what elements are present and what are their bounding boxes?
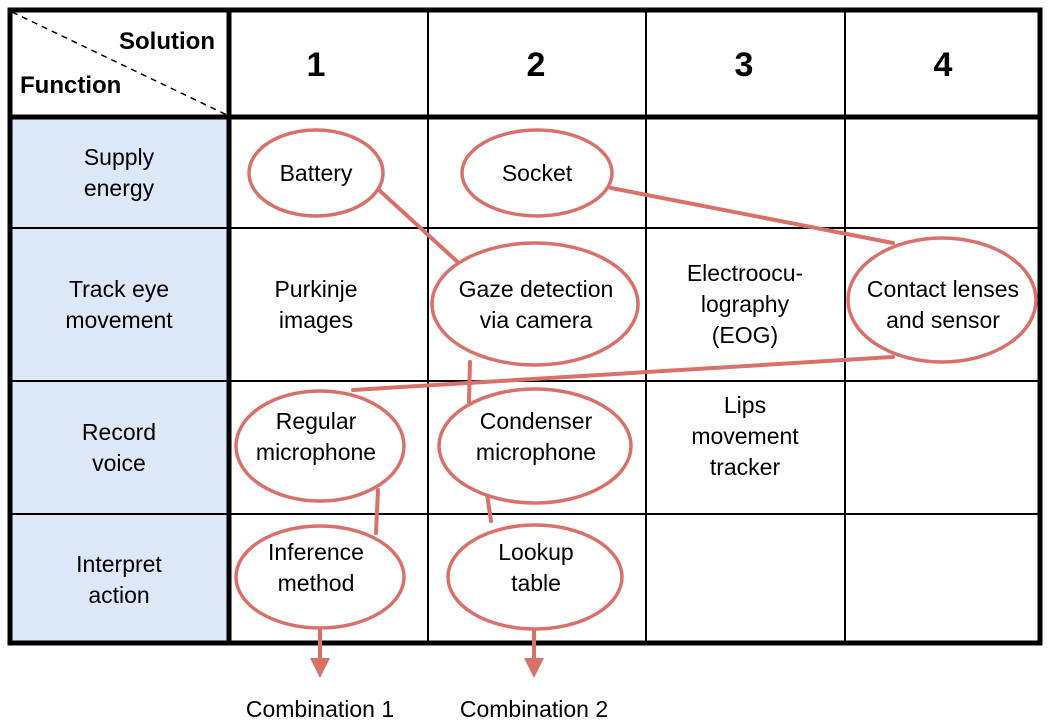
combination-1-arrowhead (310, 658, 330, 678)
cell-battery: Battery (279, 160, 353, 186)
combination-2-link-socket-contact (611, 188, 893, 243)
svg-text:movement: movement (691, 423, 799, 449)
svg-text:voice: voice (92, 450, 146, 476)
corner-solution-label: Solution (119, 28, 215, 55)
svg-text:(EOG): (EOG) (711, 322, 779, 348)
combination-1-link-gaze-condenser (469, 362, 470, 402)
svg-text:Record: Record (81, 419, 157, 445)
combination-2-link-contact-regular (353, 357, 893, 390)
svg-text:Lookup: Lookup (498, 539, 574, 565)
cell-purkinje-images (274, 276, 357, 333)
svg-text:Track eye: Track eye (68, 276, 170, 302)
solution-header-3: 3 (734, 46, 754, 84)
svg-text:Condenser: Condenser (479, 408, 593, 434)
svg-text:Supply: Supply (83, 144, 155, 170)
svg-text:and sensor: and sensor (886, 307, 1000, 333)
svg-text:lography: lography (700, 291, 790, 317)
combination-2-label: Combination 2 (459, 696, 609, 722)
svg-text:Lips: Lips (723, 392, 767, 418)
svg-text:energy: energy (83, 175, 155, 201)
cell-lips-movement-tracker (691, 392, 799, 480)
svg-text:Regular: Regular (275, 408, 357, 434)
svg-text:images: images (278, 307, 354, 333)
combination-1-label: Combination 1 (245, 696, 395, 722)
svg-text:method: method (277, 570, 355, 596)
svg-text:microphone: microphone (255, 439, 377, 465)
svg-text:movement: movement (65, 307, 173, 333)
corner-function-label: Function (20, 72, 122, 99)
svg-text:microphone: microphone (475, 439, 597, 465)
svg-text:Interpret: Interpret (76, 551, 162, 577)
combination-1-link-regular-inference (376, 490, 378, 533)
gaze-detection-ellipse (432, 243, 638, 365)
combination-2-arrowhead (524, 658, 544, 678)
svg-text:Gaze detection: Gaze detection (458, 276, 614, 302)
solution-header-2: 2 (526, 46, 546, 84)
solution-header-4: 4 (933, 46, 953, 84)
svg-text:action: action (88, 582, 150, 608)
svg-text:tracker: tracker (709, 454, 781, 480)
svg-text:Inference: Inference (268, 539, 364, 565)
svg-text:Contact lenses: Contact lenses (866, 276, 1020, 302)
svg-text:Electroocu-: Electroocu- (686, 260, 804, 286)
solution-header-1: 1 (306, 46, 326, 84)
svg-text:Purkinje: Purkinje (274, 276, 358, 302)
svg-text:table: table (511, 570, 561, 596)
svg-text:via camera: via camera (479, 307, 593, 333)
cell-socket: Socket (501, 160, 573, 186)
cell-electrooculography (687, 260, 803, 348)
